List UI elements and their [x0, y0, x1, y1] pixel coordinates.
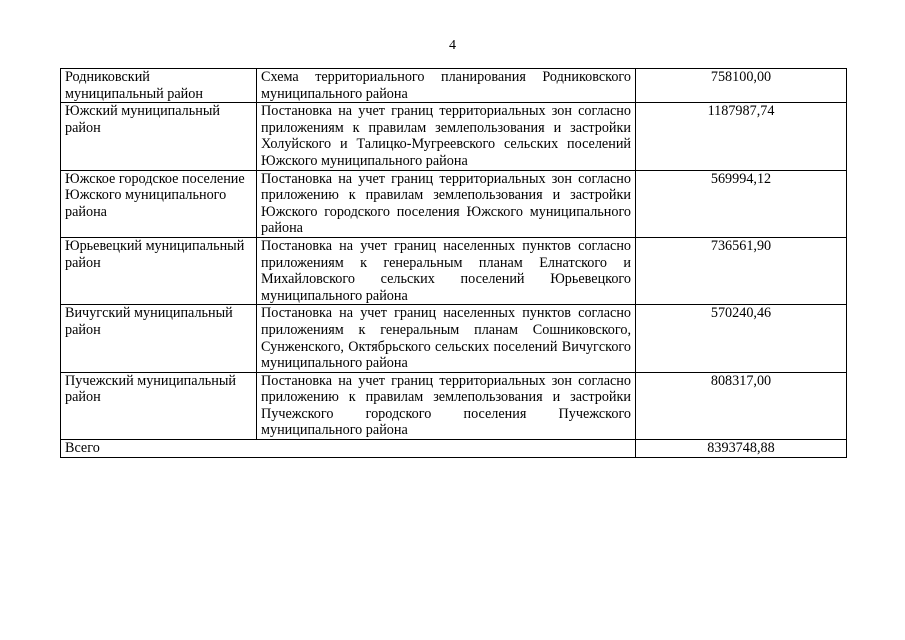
table-row — [61, 237, 847, 304]
amount-cell: 736561,90 — [636, 237, 847, 304]
page-number: 4 — [449, 38, 456, 53]
district-cell: Пучежский муниципальный район — [61, 372, 257, 439]
total-label: Всего — [61, 440, 636, 458]
description-cell: Постановка на учет границ населенных пунктов согласно приложениям к генеральным планам Елнатского и Михайловского сельских поселений Юрьевецкого муниципального района — [257, 237, 636, 304]
description-cell: Постановка на учет границ территориальных зон согласно приложению к правилам землепользования и застройки Пучежского городского поселения Пучежского муниципального района — [257, 372, 636, 439]
description-cell: Постановка на учет границ населенных пунктов согласно приложениям к генеральным планам Сошниковского, Сунженского, Октябрьского сельских поселений Вичугского муниципального района — [257, 305, 636, 372]
amount-cell: 1187987,74 — [636, 103, 847, 170]
amount-cell: 569994,12 — [636, 170, 847, 237]
district-cell: Южский муниципальный район — [61, 103, 257, 170]
district-cell: Южское городское поселение Южского муниципального района — [61, 170, 257, 237]
total-amount: 8393748,88 — [636, 440, 847, 458]
table-row — [61, 372, 847, 439]
table-row — [61, 103, 847, 170]
district-cell: Родниковский муниципальный район — [61, 69, 257, 103]
description-cell: Постановка на учет границ территориальных зон согласно приложениям к правилам землепользования и застройки Холуйского и Талицко-Мугреевского сельских поселений Южского муниципального района — [257, 103, 636, 170]
amount-cell: 570240,46 — [636, 305, 847, 372]
funding-table — [60, 68, 847, 458]
table-row — [61, 170, 847, 237]
district-cell: Юрьевецкий муниципальный район — [61, 237, 257, 304]
table-row — [61, 305, 847, 372]
total-row — [61, 440, 847, 458]
table-row — [61, 69, 847, 103]
description-cell: Постановка на учет границ территориальных зон согласно приложению к правилам землепользования и застройки Южского городского поселения Южского муниципального района — [257, 170, 636, 237]
amount-cell: 808317,00 — [636, 372, 847, 439]
district-cell: Вичугский муниципальный район — [61, 305, 257, 372]
amount-cell: 758100,00 — [636, 69, 847, 103]
description-cell: Схема территориального планирования Родниковского муниципального района — [257, 69, 636, 103]
